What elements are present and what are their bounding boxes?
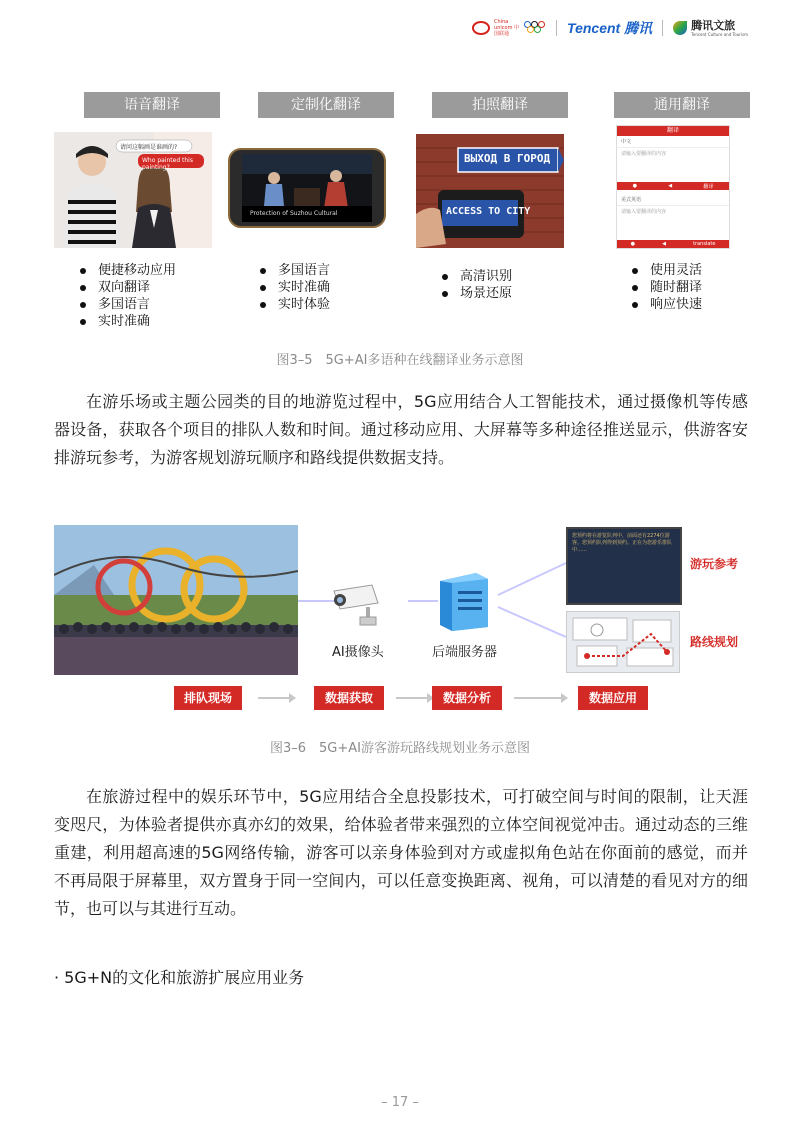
output-route-label: 路线规划	[690, 635, 739, 649]
phone-translated-sign: ACCESS TO CITY	[446, 206, 531, 217]
column-title: 拍照翻译	[432, 92, 568, 118]
app-target-lang: 美式英语	[617, 194, 729, 206]
olympic-rings-icon	[524, 21, 546, 35]
custom-translation-phone	[228, 148, 386, 228]
china-unicom-logo	[472, 19, 546, 37]
header-divider	[556, 20, 557, 36]
column-title: 语音翻译	[84, 92, 220, 118]
figure-route-planning	[52, 525, 752, 720]
bullet-item: 多国语言	[260, 262, 330, 279]
column-voice-translation	[84, 92, 220, 118]
flow-arrow-icon	[514, 697, 564, 699]
step-data-application: 数据应用	[578, 686, 648, 710]
route-map	[566, 611, 680, 673]
bullet-item: 双向翻译	[80, 279, 176, 296]
unicom-knot-icon	[472, 21, 490, 35]
bullet-item: 场景还原	[442, 285, 512, 302]
flow-arrow-icon	[396, 697, 430, 699]
bullet-item: 随时翻译	[632, 279, 702, 296]
step-queue-scene: 排队现场	[174, 686, 242, 710]
app-toolbar-1	[617, 182, 729, 190]
ai-camera-icon	[328, 581, 388, 631]
body-paragraph-2: 在旅游过程中的娱乐环节中，5G应用结合全息投影技术，可打破空间与时间的限制，让天涯变咫尺，为体验者提供亦真亦幻的效果，给体验者带来强烈的立体空间视觉冲击。通过动态的三维重建，利用超高速的5G网络传输，游客可以亲身体验到对方或虚拟角色站在你面前的感觉，而并不再局限于屏幕里，双方置身于同一空间内，可以任意变换距离、视角，可以清楚的看见对方的细节，也可以与其进行互动。	[54, 787, 748, 918]
speech-bubble-english: Who painted this painting?	[142, 157, 193, 171]
speaker-icon: ◀	[668, 183, 673, 189]
queue-info-screen	[566, 527, 682, 605]
app-toolbar-2	[617, 240, 729, 248]
page-number: – 17 –	[381, 1095, 419, 1110]
app-source-lang: 中文	[617, 136, 729, 148]
mic-icon: ●	[630, 241, 635, 247]
bullet-item: 高清识别	[442, 268, 512, 285]
voice-translation-photo	[54, 132, 212, 248]
bullet-item: 便捷移动应用	[80, 262, 176, 279]
section-bullet-heading: · 5G+N的文化和旅游扩展应用业务	[54, 968, 305, 987]
mic-icon: ●	[632, 183, 637, 189]
logo3-name: 腾讯文旅	[691, 18, 736, 32]
body-paragraph-1: 在游乐场或主题公园类的目的地游览过程中，5G应用结合人工智能技术，通过摄像机等传感器设备，获取各个项目的排队人数和时间。通过移动应用、大屏幕等多种途径推送显示，供游客安排游玩参考，为游客规划游玩顺序和路线提供数据支持。	[54, 392, 748, 467]
output-reference-label: 游玩参考	[690, 557, 739, 571]
figure-3-6-caption: 图3–6 5G+AI游客游玩路线规划业务示意图	[269, 741, 530, 756]
bullet-item: 实时准确	[80, 313, 176, 330]
app-translate-label: 翻译	[703, 183, 714, 190]
app-output-placeholder: 请输入要翻译的内容	[621, 209, 667, 215]
step-data-acquisition: 数据获取	[314, 686, 384, 710]
column-custom-translation	[258, 92, 394, 118]
general-bullets	[632, 262, 702, 313]
step-data-analysis: 数据分析	[432, 686, 502, 710]
figure-translation	[50, 92, 750, 332]
flow-arrow-icon	[258, 697, 292, 699]
street-sign-text: ВЫХОД В ГОРОД	[464, 152, 551, 165]
bullet-item: 多国语言	[80, 296, 176, 313]
camera-label: AI摄像头	[332, 645, 384, 660]
column-general-translation	[614, 92, 750, 118]
figure-3-5-caption: 图3–5 5G+AI多语种在线翻译业务示意图	[276, 353, 524, 368]
general-translation-app	[616, 125, 730, 249]
custom-bullets	[260, 262, 330, 313]
photo-translation-image	[416, 134, 564, 248]
column-photo-translation	[432, 92, 568, 118]
screen-text: 您预约将在游览队列中，前面还有2274位游客。您预约队列得到预约。正在为您游乐排队中……	[572, 533, 673, 553]
column-title: 通用翻译	[614, 92, 750, 118]
bullet-item: 使用灵活	[632, 262, 702, 279]
header-logos	[472, 18, 748, 38]
server-label: 后端服务器	[432, 645, 498, 660]
stage-subtitle: Protection of Suzhou Cultural	[250, 210, 338, 217]
bullet-item: 实时准确	[260, 279, 330, 296]
queue-scene-photo	[54, 525, 298, 675]
speaker-icon: ◀	[662, 241, 666, 247]
unicom-logo-text: China unicom 中国联通	[494, 19, 520, 37]
app-title-bar: 翻译	[617, 126, 729, 136]
bullet-item: 实时体验	[260, 296, 330, 313]
header-divider	[662, 20, 663, 36]
column-title: 定制化翻译	[258, 92, 394, 118]
voice-bullets	[80, 262, 176, 330]
speech-bubble-chinese: 请问这幅画是谁画的?	[120, 144, 178, 151]
bullet-item: 响应快速	[632, 296, 702, 313]
leaf-icon	[673, 21, 687, 35]
server-icon	[436, 569, 492, 633]
photo-bullets	[442, 268, 512, 302]
tencent-logo: Tencent 腾讯	[567, 20, 653, 36]
tencent-culture-tourism-logo	[673, 20, 748, 37]
logo3-sub: Tencent Culture and Tourism	[691, 31, 748, 37]
app-translate-label-en: translate	[693, 241, 716, 247]
app-input-placeholder: 请输入要翻译的内容	[621, 151, 667, 157]
